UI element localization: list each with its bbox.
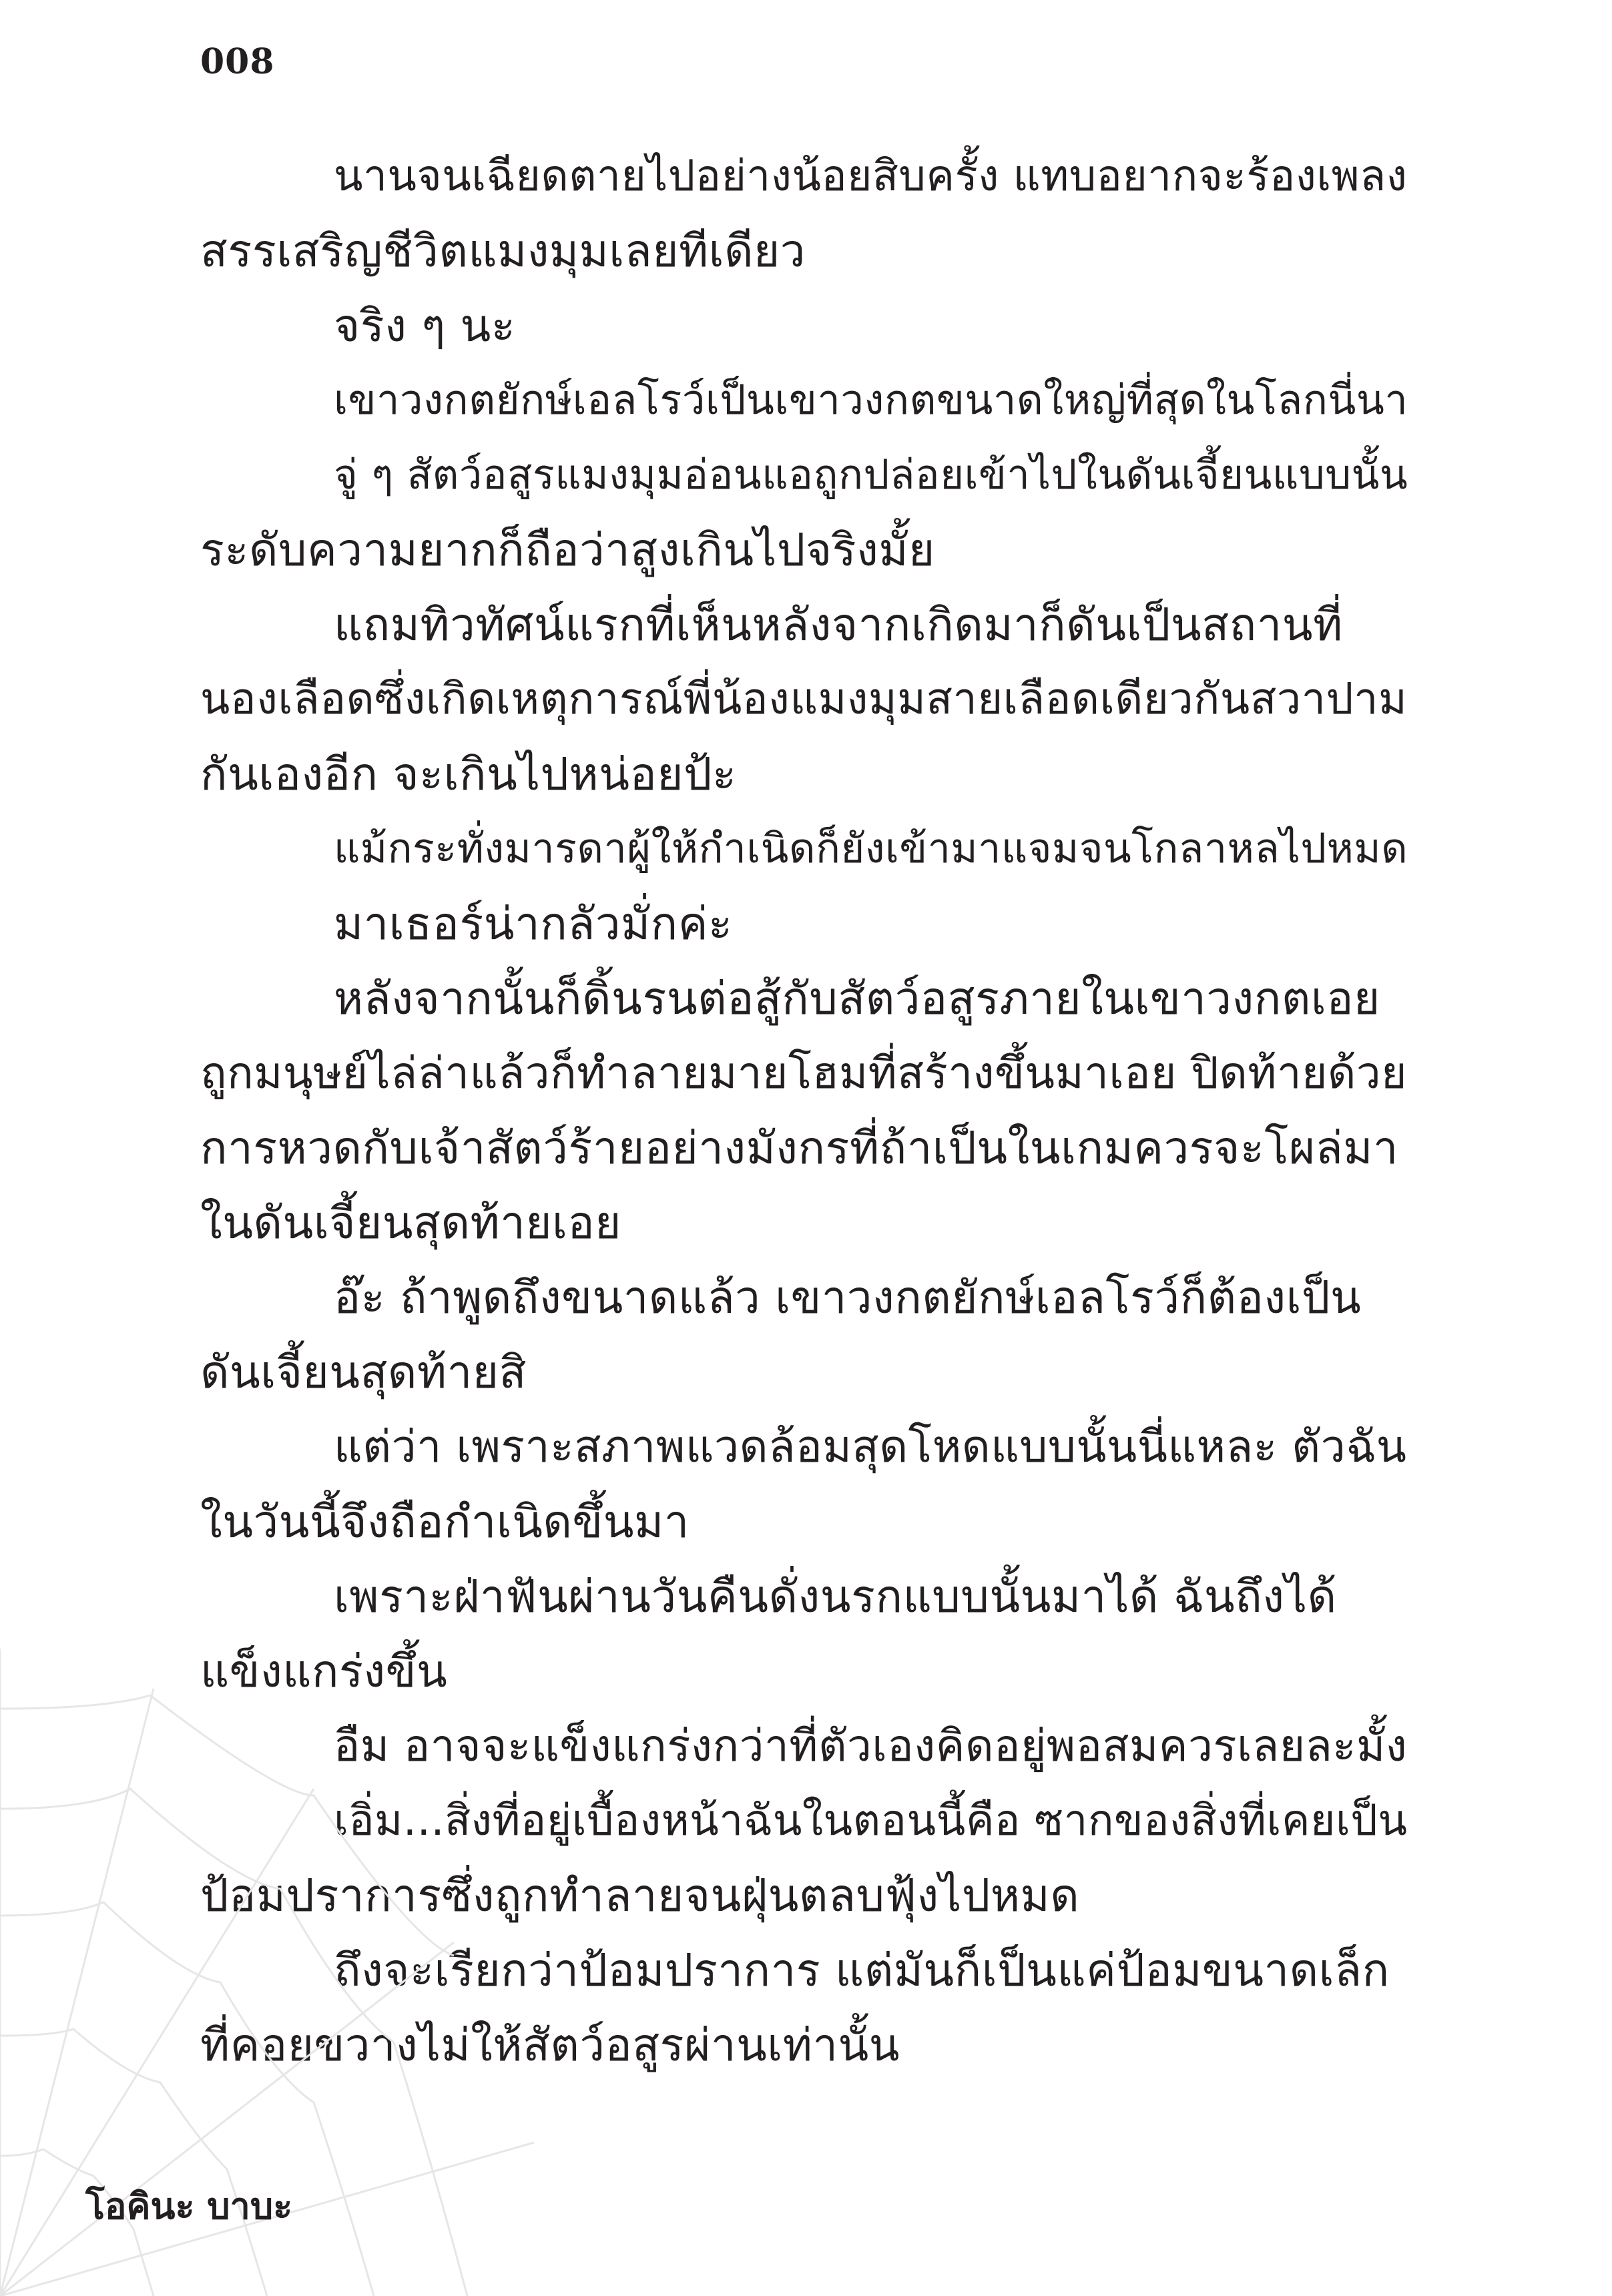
text-line: ป้อมปราการซึ่งถูกทำลายจนฝุ่นตลบฟุ้งไปหมด [200, 1870, 1080, 1922]
text-line: มาเธอร์น่ากลัวมั่กค่ะ [334, 898, 733, 950]
text-line: จริง ๆ นะ [334, 300, 516, 352]
text-line: นองเลือดซึ่งเกิดเหตุการณ์พี่น้องแมงมุมสายเลือดเดียวกันสวาปาม [200, 674, 1408, 724]
text-line: จู่ ๆ สัตว์อสูรแมงมุมอ่อนแอถูกปล่อยเข้าไปในดันเจี้ยนแบบนั้น [334, 451, 1408, 499]
text-line: แข็งแกร่งขึ้น [200, 1645, 448, 1697]
text-line: ถึงจะเรียกว่าป้อมปราการ แต่มันก็เป็นแค่ป้อมขนาดเล็ก [334, 1944, 1390, 1996]
text-line: แต่ว่า เพราะสภาพแวดล้อมสุดโหดแบบนั้นนี่แหละ ตัวฉัน [334, 1421, 1407, 1472]
page-number: 008 [200, 41, 275, 82]
author-name: โอคินะ บาบะ [85, 2185, 293, 2227]
text-line: ดันเจี้ยนสุดท้ายสิ [200, 1346, 527, 1398]
text-line: นานจนเฉียดตายไปอย่างน้อยสิบครั้ง แทบอยากจะร้องเพลง [334, 152, 1408, 201]
text-line: แม้กระทั่งมารดาผู้ให้กำเนิดก็ยังเข้ามาแจมจนโกลาหลไปหมด [334, 825, 1408, 872]
text-line: กันเองอีก จะเกินไปหน่อยป้ะ [200, 748, 737, 800]
text-line: แถมทิวทัศน์แรกที่เห็นหลังจากเกิดมาก็ดันเป็นสถานที่ [334, 599, 1343, 651]
text-line: อืม อาจจะแข็งแกร่งกว่าที่ตัวเองคิดอยู่พอสมควรเลยละมั้ง [334, 1721, 1408, 1771]
text-line: อ๊ะ ถ้าพูดถึงขนาดแล้ว เขาวงกตยักษ์เอลโรว์ก็ต้องเป็น [334, 1271, 1362, 1324]
text-line: ที่คอยขวางไม่ให้สัตว์อสูรผ่านเท่านั้น [200, 2019, 900, 2071]
text-line: สรรเสริญชีวิตแมงมุมเลยทีเดียว [200, 225, 806, 277]
text-line: หลังจากนั้นก็ดิ้นรนต่อสู้กับสัตว์อสูรภายในเขาวงกตเอย [334, 972, 1380, 1025]
text-line: ระดับความยากก็ถือว่าสูงเกินไปจริงมั้ย [200, 524, 935, 576]
text-line: ถูกมนุษย์ไล่ล่าแล้วก็ทำลายมายโฮมที่สร้างขึ้นมาเอย ปิดท้ายด้วย [200, 1048, 1408, 1099]
text-line: ในดันเจี้ยนสุดท้ายเอย [200, 1197, 621, 1249]
text-line: เขาวงกตยักษ์เอลโรว์เป็นเขาวงกตขนาดใหญ่ที่สุดในโลกนี่นา [334, 376, 1408, 424]
text-line: การหวดกับเจ้าสัตว์ร้ายอย่างมังกรที่ถ้าเป็นในเกมควรจะโผล่มา [200, 1122, 1398, 1174]
text-line: เอิ่ม...สิ่งที่อยู่เบื้องหน้าฉันในตอนนี้คือ ซากของสิ่งที่เคยเป็น [334, 1796, 1408, 1845]
text-line: เพราะฝ่าฟันผ่านวันคืนดั่งนรกแบบนั้นมาได้ ฉันถึงได้ [334, 1570, 1337, 1623]
text-line: ในวันนี้จึงถือกำเนิดขึ้นมา [200, 1496, 690, 1548]
